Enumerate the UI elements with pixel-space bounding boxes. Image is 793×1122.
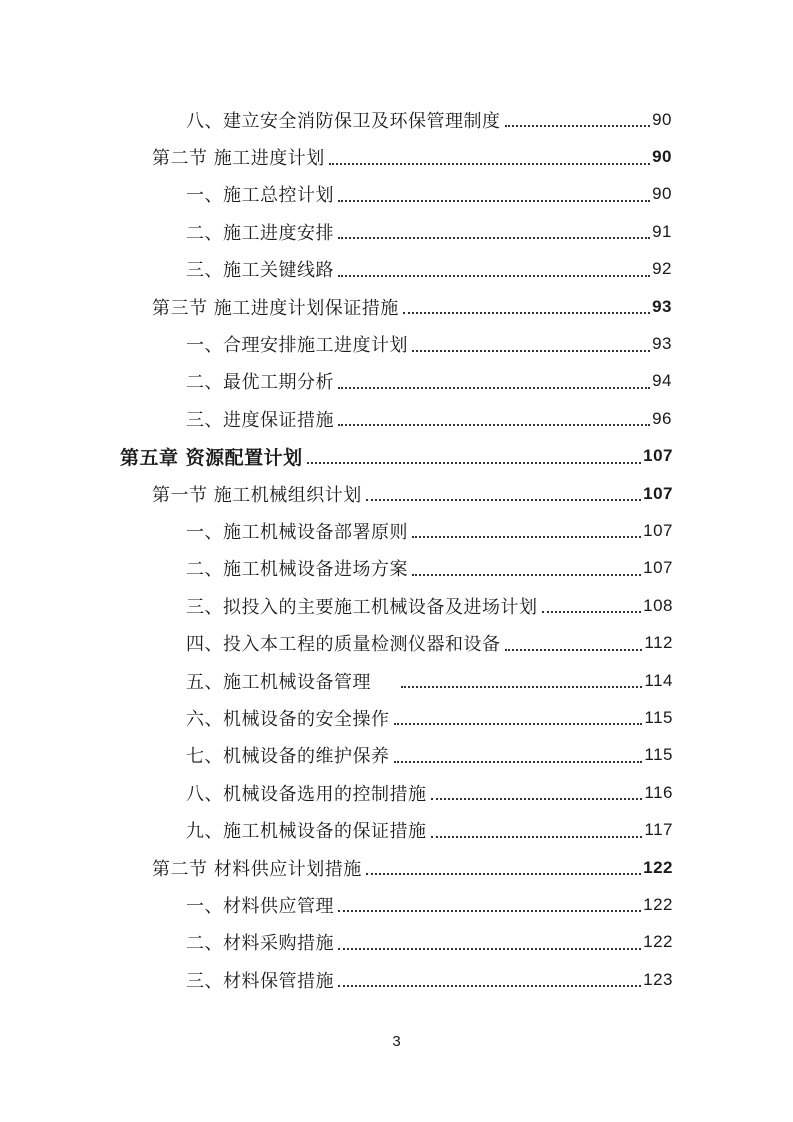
- toc-entry-label: 四、投入本工程的质量检测仪器和设备: [186, 634, 501, 656]
- toc-entry-label: 第二节 材料供应计划措施: [152, 858, 362, 880]
- toc-entry-label: 三、进度保证措施: [186, 409, 334, 431]
- dot-leader: [394, 760, 643, 763]
- toc-entry[interactable]: [0, 737, 793, 774]
- toc-entry-label: 九、施工机械设备的保证措施: [186, 821, 427, 843]
- toc-entry[interactable]: [0, 774, 793, 811]
- toc-entry-page: 116: [644, 782, 673, 802]
- toc-entry-page: 107: [643, 558, 673, 578]
- toc-entry-page: 93: [652, 334, 672, 354]
- toc-entry-page: 122: [643, 932, 673, 952]
- toc-entry-page: 123: [643, 969, 673, 989]
- dot-leader: [338, 423, 650, 426]
- toc-entry-page: 122: [643, 894, 673, 914]
- toc-entry-page: 114: [644, 670, 673, 690]
- dot-leader: [338, 236, 650, 239]
- toc-entry-page: 91: [652, 221, 672, 241]
- dot-leader: [338, 199, 650, 202]
- table-of-contents: [0, 101, 793, 998]
- toc-entry-label: 第三节 施工进度计划保证措施: [152, 297, 399, 319]
- toc-entry-label: 八、机械设备选用的控制措施: [186, 783, 427, 805]
- toc-entry[interactable]: [0, 512, 793, 549]
- dot-leader: [431, 797, 643, 800]
- dot-leader: [329, 162, 650, 165]
- toc-entry[interactable]: [0, 699, 793, 736]
- toc-entry-label: 三、施工关键线路: [186, 260, 334, 282]
- toc-entry-page: 112: [644, 633, 673, 653]
- toc-entry-label: 第二节 施工进度计划: [152, 148, 325, 170]
- toc-entry[interactable]: [0, 400, 793, 437]
- toc-entry-page: 96: [652, 408, 672, 428]
- toc-entry[interactable]: [0, 363, 793, 400]
- toc-entry-page: 107: [643, 483, 673, 503]
- toc-entry[interactable]: [0, 924, 793, 961]
- toc-entry-page: 107: [643, 520, 673, 540]
- toc-entry-label: 一、施工总控计划: [186, 185, 334, 207]
- toc-entry-page: 90: [652, 109, 672, 129]
- dot-leader: [366, 498, 641, 501]
- toc-entry-page: 117: [644, 820, 673, 840]
- toc-entry[interactable]: [0, 849, 793, 886]
- toc-entry-page: 115: [644, 745, 673, 765]
- toc-entry-page: 90: [652, 184, 672, 204]
- toc-entry[interactable]: [0, 662, 793, 699]
- dot-leader: [394, 722, 643, 725]
- page-number: 3: [392, 1033, 401, 1050]
- dot-leader: [505, 124, 651, 127]
- toc-entry-page: 90: [652, 147, 672, 167]
- toc-entry[interactable]: [0, 101, 793, 138]
- toc-entry-label: 一、材料供应管理: [186, 895, 334, 917]
- toc-entry-label: 八、建立安全消防保卫及环保管理制度: [186, 110, 501, 132]
- dot-leader: [338, 984, 641, 987]
- toc-entry[interactable]: [0, 811, 793, 848]
- toc-entry-label: 一、施工机械设备部署原则: [186, 521, 408, 543]
- toc-entry-page: 115: [644, 707, 673, 727]
- toc-entry[interactable]: [0, 475, 793, 512]
- dot-leader: [403, 311, 650, 314]
- toc-entry[interactable]: [0, 325, 793, 362]
- toc-entry[interactable]: [0, 624, 793, 661]
- toc-entry-label: 五、施工机械设备管理: [186, 671, 371, 693]
- dot-leader: [542, 610, 642, 613]
- toc-entry-label: 二、材料采购措施: [186, 933, 334, 955]
- toc-entry[interactable]: [0, 886, 793, 923]
- toc-entry[interactable]: [0, 176, 793, 213]
- toc-entry-label: 二、施工机械设备进场方案: [186, 559, 408, 581]
- dot-leader: [505, 648, 643, 651]
- toc-entry-page: 108: [643, 595, 673, 615]
- dot-leader: [338, 947, 641, 950]
- toc-entry[interactable]: [0, 961, 793, 998]
- toc-entry-label: 七、机械设备的维护保养: [186, 746, 390, 768]
- dot-leader: [401, 685, 642, 688]
- dot-leader: [366, 872, 641, 875]
- dot-leader: [338, 274, 650, 277]
- toc-entry[interactable]: [0, 138, 793, 175]
- toc-entry-label: 第一节 施工机械组织计划: [152, 484, 362, 506]
- toc-entry-page: 92: [652, 259, 672, 279]
- toc-entry-label: 六、机械设备的安全操作: [186, 708, 390, 730]
- dot-leader: [338, 386, 650, 389]
- dot-leader: [412, 349, 650, 352]
- dot-leader: [412, 535, 641, 538]
- toc-entry[interactable]: [0, 213, 793, 250]
- dot-leader: [431, 835, 643, 838]
- toc-entry-label: 二、最优工期分析: [186, 372, 334, 394]
- toc-entry-page: 93: [652, 296, 672, 316]
- toc-entry-page: 94: [652, 371, 672, 391]
- toc-entry[interactable]: [0, 288, 793, 325]
- toc-entry-page: 122: [643, 857, 673, 877]
- dot-leader: [338, 909, 641, 912]
- toc-entry-label: 三、材料保管措施: [186, 970, 334, 992]
- toc-entry-label: 三、拟投入的主要施工机械设备及进场计划: [186, 596, 538, 618]
- toc-entry-page: 107: [643, 446, 673, 466]
- dot-leader: [307, 461, 642, 464]
- toc-entry-label: 第五章 资源配置计划: [120, 446, 303, 469]
- dot-leader: [412, 573, 641, 576]
- toc-entry[interactable]: [0, 438, 793, 475]
- toc-entry[interactable]: [0, 251, 793, 288]
- toc-entry[interactable]: [0, 550, 793, 587]
- toc-entry-label: 一、合理安排施工进度计划: [186, 335, 408, 357]
- toc-entry-label: 二、施工进度安排: [186, 222, 334, 244]
- toc-entry[interactable]: [0, 587, 793, 624]
